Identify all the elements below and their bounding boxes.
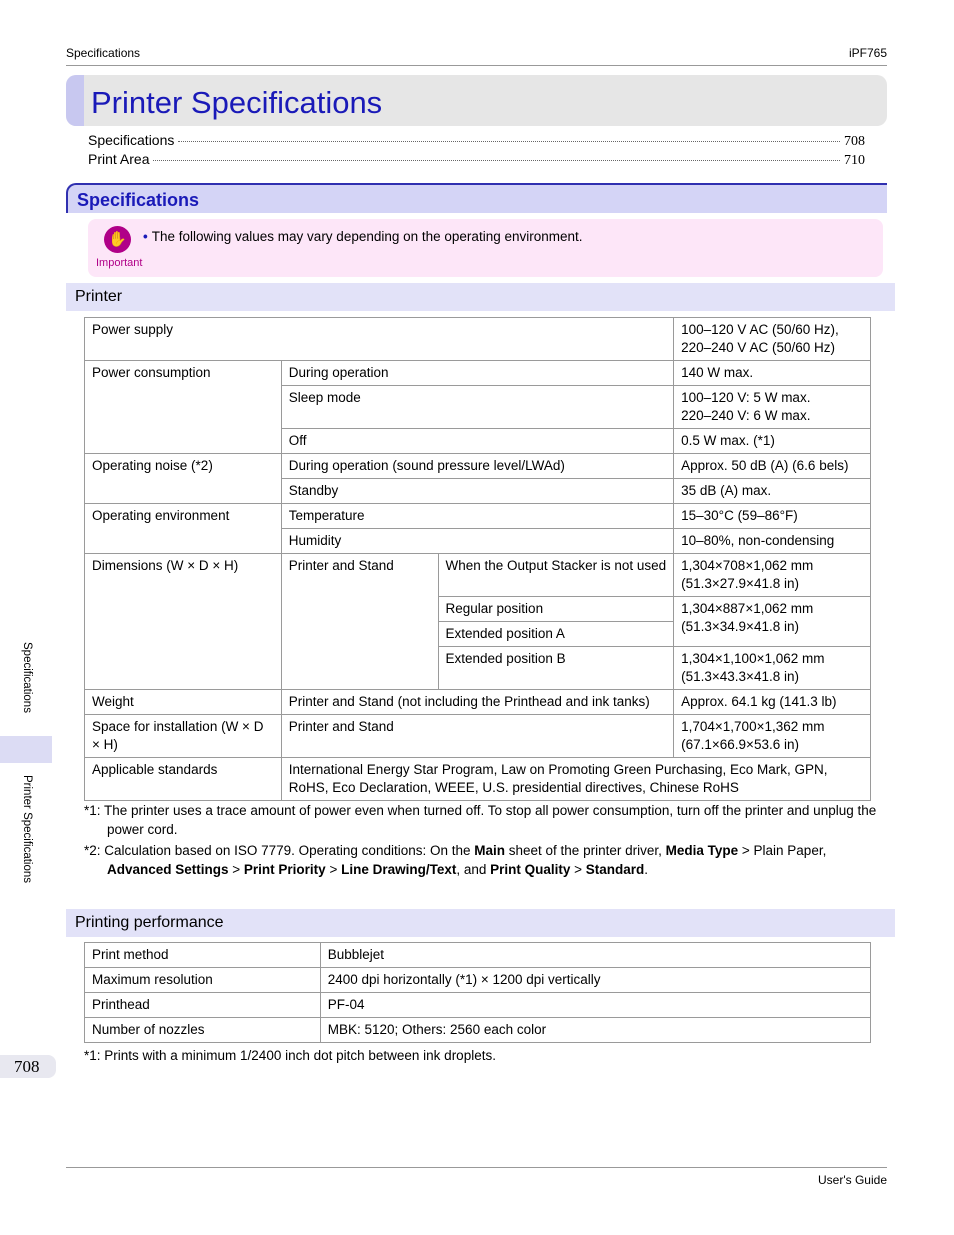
page-number: 708 — [14, 1057, 40, 1076]
table-cell: 2400 dpi horizontally (*1) × 1200 dpi vertically — [320, 968, 870, 993]
table-row — [85, 715, 871, 758]
table-row — [85, 504, 871, 529]
cell-line: 1,304×1,100×1,062 mm — [681, 651, 825, 666]
subheading-printer: Printer — [75, 288, 123, 305]
table-row — [85, 690, 871, 715]
cell-line: 1,304×887×1,062 mm — [681, 601, 814, 616]
header-model-name: iPF765 — [848, 46, 887, 60]
table-cell: Printer and Stand (not including the Printhead and ink tanks) — [281, 690, 673, 715]
toc-label: Specifications — [88, 132, 175, 148]
table-cell: Approx. 64.1 kg (141.3 lb) — [674, 690, 871, 715]
important-text: • The following values may vary depending on the operating environment. — [143, 229, 583, 244]
note-text: sheet of the printer driver, — [505, 843, 666, 858]
note-bold: Advanced Settings — [107, 862, 229, 877]
subheading-bar-performance — [66, 909, 895, 937]
section-heading-bar — [66, 183, 887, 213]
note-bold: Standard — [585, 862, 645, 877]
note-bold: Print Priority — [243, 862, 326, 877]
table-cell: Maximum resolution — [85, 968, 321, 993]
table-cell: International Energy Star Program, Law on Promoting Green Purchasing, Eco Mark, GPN, RoHS, Eco Declaration, WEEE, U.S. presidential directives, Chinese RoHS — [281, 758, 870, 801]
toc-label: Print Area — [88, 151, 150, 167]
table-cell: Operating environment — [85, 504, 282, 554]
note-text: > — [570, 862, 586, 877]
cell-line: 100–120 V: 5 W max. — [681, 390, 811, 405]
table-cell: PF-04 — [320, 993, 870, 1018]
table-row — [85, 943, 871, 968]
subheading-bar-printer — [66, 283, 895, 311]
subheading-performance: Printing performance — [75, 914, 224, 931]
cell-line: (67.1×66.9×53.6 in) — [681, 737, 799, 752]
table-row — [85, 361, 871, 386]
table-cell: Weight — [85, 690, 282, 715]
table-cell: 10–80%, non-condensing — [674, 529, 871, 554]
table-cell: Operating noise (*2) — [85, 454, 282, 504]
table-cell: MBK: 5120; Others: 2560 each color — [320, 1018, 870, 1043]
note-text: , and — [456, 862, 491, 877]
toc-leader — [153, 160, 840, 161]
note-bold: Main — [474, 843, 506, 858]
table-row — [85, 454, 871, 479]
table-cell: Off — [281, 429, 673, 454]
cell-line: (51.3×27.9×41.8 in) — [681, 576, 799, 591]
table-row — [85, 758, 871, 801]
note-bold: Print Quality — [490, 862, 571, 877]
cell-line: 1,304×708×1,062 mm — [681, 558, 814, 573]
side-tab-printer-specifications[interactable]: Printer Specifications — [21, 775, 33, 884]
page-title-box — [66, 75, 887, 126]
table-row — [85, 318, 871, 361]
table-cell: 140 W max. — [674, 361, 871, 386]
footnote-1: *1: The printer uses a trace amount of power even when turned off. To stop all power consumption, turn off the printer and unplug the power cord. — [84, 803, 877, 837]
note-text: > — [325, 862, 342, 877]
table-cell — [674, 715, 871, 758]
header-section-title: Specifications — [66, 46, 141, 60]
table-row — [85, 993, 871, 1018]
note-bold: Line Drawing/Text — [341, 862, 457, 877]
printer-spec-table — [84, 317, 871, 801]
toc-entry-specifications[interactable] — [88, 132, 865, 150]
table-row — [85, 968, 871, 993]
table-cell: During operation (sound pressure level/LWAd) — [281, 454, 673, 479]
important-message: The following values may vary depending on the operating environment. — [151, 229, 583, 244]
table-cell: Regular position — [438, 597, 674, 622]
title-accent — [66, 75, 84, 126]
side-tab-specifications[interactable]: Specifications — [21, 642, 33, 713]
cell-line: (51.3×34.9×41.8 in) — [681, 619, 799, 634]
note-text: *2: Calculation based on ISO 7779. Operating conditions: On the — [84, 843, 475, 858]
section-heading: Specifications — [77, 190, 200, 210]
cell-line: 220–240 V: 6 W max. — [681, 408, 811, 423]
table-cell: 15–30°C (59–86°F) — [674, 504, 871, 529]
footnote-2 — [84, 841, 890, 879]
toc-page: 710 — [844, 153, 865, 168]
table-row — [85, 554, 871, 597]
table-cell: Printhead — [85, 993, 321, 1018]
note-bold: Media Type — [665, 843, 739, 858]
table-cell: When the Output Stacker is not used — [438, 554, 674, 597]
table-cell: During operation — [281, 361, 673, 386]
important-label: Important — [96, 257, 143, 269]
table-cell: Humidity — [281, 529, 673, 554]
toc-entry-print-area[interactable] — [88, 151, 865, 169]
table-cell: Number of nozzles — [85, 1018, 321, 1043]
table-cell: 100–120 V AC (50/60 Hz), 220–240 V AC (50/60 Hz) — [674, 318, 871, 361]
table-cell: Standby — [281, 479, 673, 504]
performance-table — [84, 942, 871, 1043]
page-title: Printer Specifications — [91, 85, 383, 120]
table-cell: Approx. 50 dB (A) (6.6 bels) — [674, 454, 871, 479]
table-cell: Print method — [85, 943, 321, 968]
table-cell: 0.5 W max. (*1) — [674, 429, 871, 454]
note-text: > Plain Paper, — [738, 843, 827, 858]
table-cell: Printer and Stand — [281, 715, 673, 758]
footer-guide-name: User's Guide — [818, 1173, 887, 1187]
hand-icon: ✋ — [104, 226, 131, 253]
table-cell: Temperature — [281, 504, 673, 529]
note-text: . — [644, 862, 649, 877]
table-cell: Extended position A — [438, 622, 674, 647]
table-cell: Dimensions (W × D × H) — [85, 554, 282, 690]
page-number-badge — [0, 1055, 56, 1078]
table-cell: Extended position B — [438, 647, 674, 690]
table-cell: Power consumption — [85, 361, 282, 454]
table-cell: Applicable standards — [85, 758, 282, 801]
table-row — [85, 1018, 871, 1043]
table-cell: Sleep mode — [281, 386, 673, 429]
table-cell: Power supply — [85, 318, 674, 361]
note-text: > — [228, 862, 244, 877]
performance-footnote: *1: Prints with a minimum 1/2400 inch dot pitch between ink droplets. — [84, 1048, 496, 1063]
toc-leader — [178, 141, 840, 142]
cell-line: (51.3×43.3×41.8 in) — [681, 669, 799, 684]
important-note-box — [88, 219, 883, 277]
table-cell: Printer and Stand — [281, 554, 438, 690]
table-cell — [674, 647, 871, 690]
header-divider — [66, 65, 887, 66]
footer-divider — [66, 1167, 887, 1168]
table-cell — [674, 386, 871, 429]
toc-page: 708 — [844, 134, 865, 149]
cell-line: 1,704×1,700×1,362 mm — [681, 719, 825, 734]
side-tab-marker — [0, 736, 52, 763]
table-cell — [674, 554, 871, 597]
table-cell: Space for installation (W × D × H) — [85, 715, 282, 758]
table-cell: 35 dB (A) max. — [674, 479, 871, 504]
table-cell — [674, 597, 871, 647]
table-cell: Bubblejet — [320, 943, 870, 968]
